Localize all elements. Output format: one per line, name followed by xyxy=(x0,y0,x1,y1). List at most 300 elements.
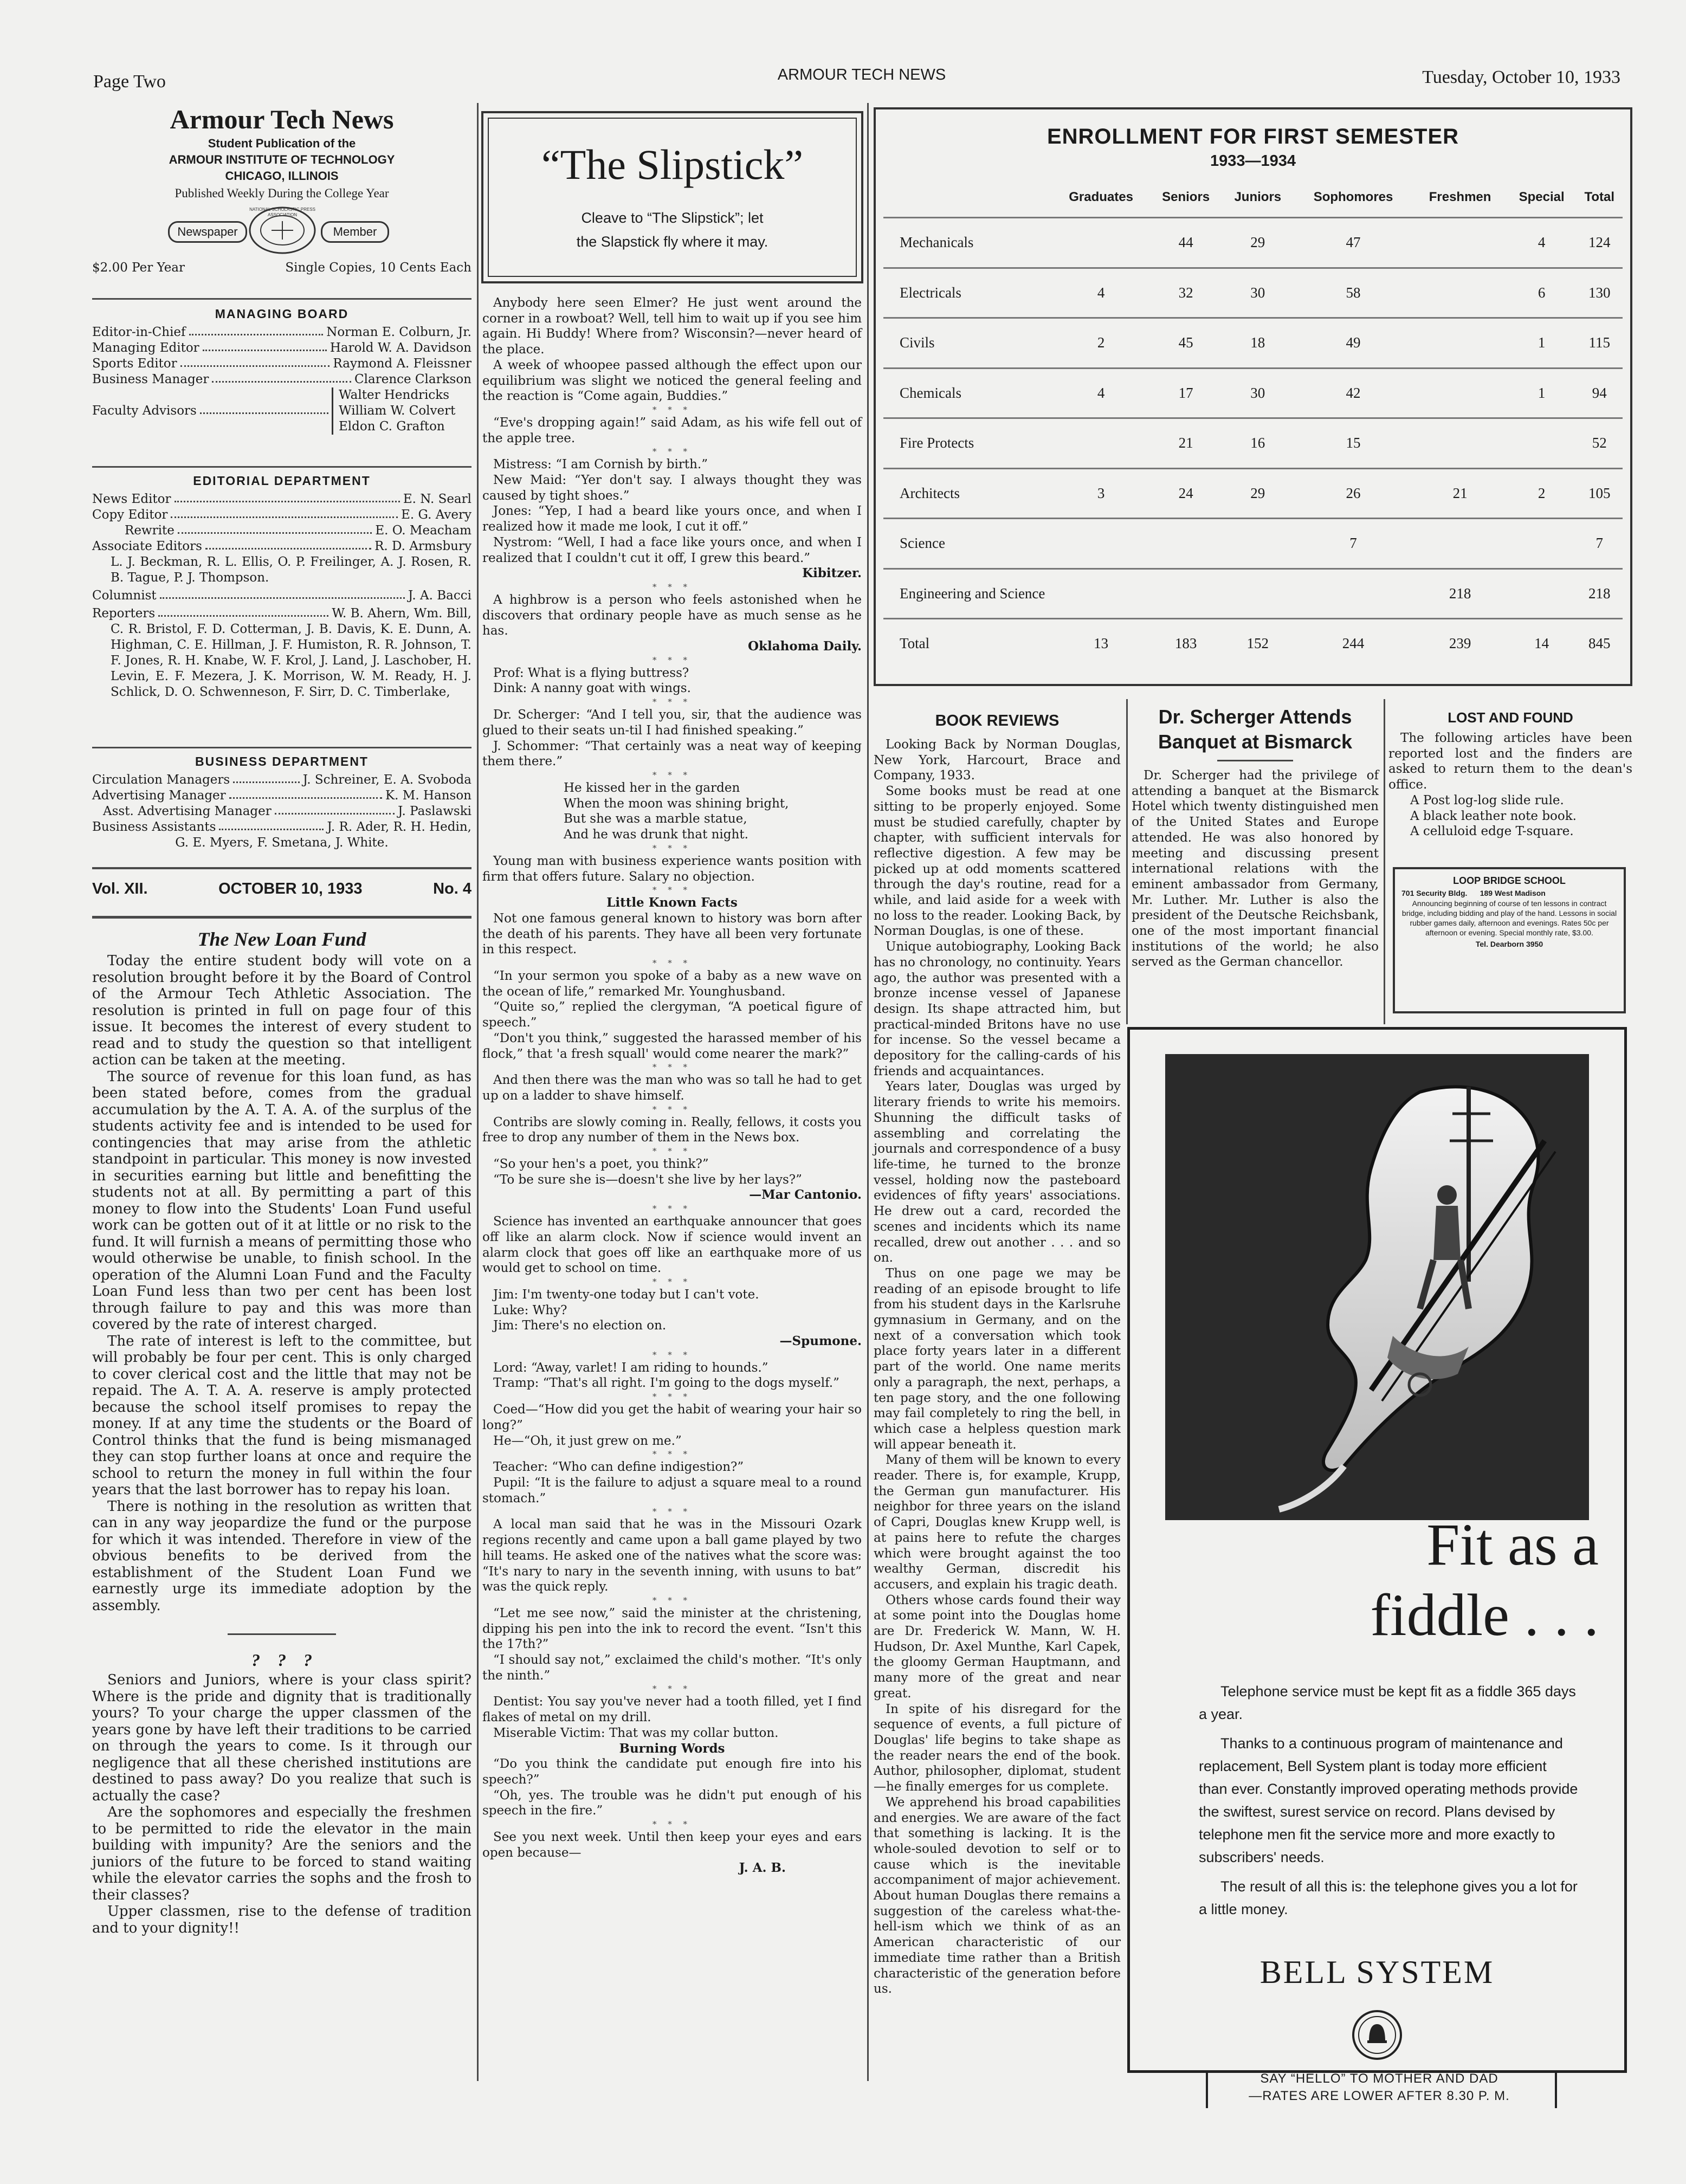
table-cell: 239 xyxy=(1413,619,1507,668)
masthead-rule-2 xyxy=(92,466,471,468)
column-rule-2 xyxy=(867,103,869,2081)
editorial-paragraph: Today the entire student body will vote on a resolution brought before it by the Board of Control of the Armour Tech Athletic Association. The resolution is printed in full on page four of this issue. It becomes the interest of every student to read and to study the question so that intelligent action can be taken at the meeting. xyxy=(92,953,471,1068)
role: Columnist xyxy=(92,589,157,603)
person: J. Paslawski xyxy=(398,804,471,818)
joke: Not one famous general known to history was born after the death of his parents. They have all been very fortunate in this respect. xyxy=(482,911,862,957)
joke: Mistress: “I am Cornish by birth.” xyxy=(493,457,708,472)
masthead-line4: Published Weekly During the College Year xyxy=(175,186,389,200)
joke: Contribs are slowly coming in. Really, fellows, it costs you free to drop any number of them in the News box. xyxy=(482,1115,862,1145)
table-cell xyxy=(1413,318,1507,369)
table-cell: 49 xyxy=(1294,318,1413,369)
person: William W. Colvert xyxy=(339,404,456,418)
separator: * * * xyxy=(652,1349,692,1360)
table-cell: 218 xyxy=(1413,568,1507,619)
question-title: ? ? ? xyxy=(251,1650,312,1670)
joke: “So your hen's a poet, you think?” xyxy=(493,1157,709,1172)
table-cell: 4 xyxy=(1052,268,1149,318)
signature: J. A. B. xyxy=(739,1860,786,1876)
table-header-row xyxy=(883,178,1623,218)
page-number: Page Two xyxy=(93,72,166,92)
managing-row xyxy=(92,325,471,340)
masthead-line3: CHICAGO, ILLINOIS xyxy=(225,169,339,183)
table-cell: 3 xyxy=(1052,468,1149,519)
table-cell xyxy=(1413,218,1507,268)
separator: * * * xyxy=(652,1595,692,1605)
table-cell: 13 xyxy=(1052,619,1149,668)
review-paragraph: We apprehend his broad capabilities and energies. We are aware of the fact that something is lacking. It is the whole-souled devotion to self or to cause which is the inevitable accompaniment of major achievement. About human Douglas there remains a suggestion of the careless what-the-hell-ism which we think of as an American characteristic of our immediate time rather than a British characteristic of the generation before us. xyxy=(874,1795,1121,1996)
joke: Pupil: “It is the failure to adjust a square meal to a round stomach.” xyxy=(482,1476,862,1505)
masthead-line2: ARMOUR INSTITUTE OF TECHNOLOGY xyxy=(169,153,395,166)
person: E. O. Meacham xyxy=(375,524,471,538)
review-paragraph: In spite of his disregard for the sequence of events, a full picture of Douglas' life begins to take shape as the reader nears the end of the book. Author, philosopher, diplomat, student—he finally emerges for us complete. xyxy=(874,1702,1121,1794)
separator: * * * xyxy=(652,843,692,853)
business-tail: G. E. Myers, F. Smetana, J. White. xyxy=(175,836,389,850)
poem-line: And he was drunk that night. xyxy=(564,828,748,842)
book-reviews-title: BOOK REVIEWS xyxy=(935,712,1060,729)
bell-tagline-1: SAY “HELLO” TO MOTHER AND DAD xyxy=(1260,2071,1498,2086)
table-cell: 26 xyxy=(1294,468,1413,519)
review-paragraph: Some books must be read at one sitting to be properly enjoyed. Some must be studied carefully, chapter by chapter, with sufficient intervals for reflective digestion. A few may be picked up at odd moments scattered through the day's routine, read for a while, and laid aside for a week with no loss to the reader. Looking Back, by Norman Douglas, is one of these. xyxy=(874,784,1121,939)
joke: A week of whoopee passed although the effect upon our equilibrium was slight we noticed the general feeling and the reaction is “Come again, Buddies.” xyxy=(482,358,862,404)
editorial-row xyxy=(92,507,471,523)
badge-newspaper: Newspaper xyxy=(168,221,247,243)
volume-date: OCTOBER 10, 1933 xyxy=(218,880,363,897)
column-rule-3 xyxy=(1126,699,1128,1024)
person: E. N. Searl xyxy=(403,492,471,506)
table-cell: 152 xyxy=(1222,619,1294,668)
loop-ad-body: Announcing beginning of course of ten lessons in contract bridge, including bidding and play of the hand. Lessons in social rubber games daily, afternoon and evenings. Rates 50c per afternoon or evening. Special monthly rate, $3.00. xyxy=(1401,899,1617,937)
joke: Anybody here seen Elmer? He just went around the corner in a rowboat? Well, tell him to wait up if you see him again. Hi Buddy! Where from? Wisconsin?—never heard of the place. xyxy=(482,296,862,357)
enrollment-title: ENROLLMENT FOR FIRST SEMESTER xyxy=(1047,125,1459,148)
lost-item: A black leather note book. xyxy=(1410,809,1577,823)
separator: * * * xyxy=(652,655,692,665)
poem-line: When the moon was shining bright, xyxy=(564,796,789,811)
table-cell: 14 xyxy=(1507,619,1577,668)
table-cell: 105 xyxy=(1577,468,1623,519)
bell-headline-1: Fit as a xyxy=(1426,1511,1599,1578)
editorial-row xyxy=(92,523,471,539)
table-cell: 6 xyxy=(1507,268,1577,318)
faculty-list xyxy=(332,387,471,435)
table-cell xyxy=(1507,568,1577,619)
column-header: Total xyxy=(1584,190,1615,204)
person: R. D. Armsbury xyxy=(374,539,471,553)
column-header: Juniors xyxy=(1234,190,1282,204)
editorial-paragraph: There is nothing in the resolution as written that can in any way jeopardize the fund or the purpose for which it was intended. Therefore in view of the obvious benefits to be derived from the establishment of the Student Loan Fund we earnestly urge its immediate adoption by the assembly. xyxy=(92,1498,471,1614)
role: News Editor xyxy=(92,492,171,506)
table-cell xyxy=(1413,519,1507,569)
person: Clarence Clarkson xyxy=(354,372,471,386)
row-label: Science xyxy=(883,519,1052,569)
lost-found-title: LOST AND FOUND xyxy=(1448,709,1573,726)
scherger-body: Dr. Scherger had the privilege of attending a banquet at the Bismarck Hotel which twenty distinguished men of the United States and Europe attended. He was also honored by meeting and discussing present international relations with the eminent ambassador from Germany, Mr. Luther. Mr. Luther is also the president of the Deutsche Reichsbank, one of the most important financial institutions of the world; he also served as the German chancellor. xyxy=(1132,768,1379,970)
review-paragraph: Thus on one page we may be reading of an episode brought to life from his student days in the Karlsruhe gymnasium in Germany, and on the next of a conversation which took place forty years later in a different part of the world. One name merits only a paragraph, the next, perhaps, a ten page story, and the one following may fail completely to ring the bell, in which case a helpless question mark will appear beneath it. xyxy=(874,1266,1121,1452)
business-row xyxy=(92,804,471,819)
volume-rule-top xyxy=(92,867,471,869)
separator: * * * xyxy=(652,1507,692,1517)
bell-ad-copy xyxy=(1199,1680,1578,1927)
masthead-title: Armour Tech News xyxy=(170,104,394,134)
table-row xyxy=(883,318,1623,369)
editorial-paragraph: Upper classmen, rise to the defense of tradition and to your dignity!! xyxy=(92,1903,471,1936)
table-cell: 94 xyxy=(1577,368,1623,418)
separator: * * * xyxy=(652,1104,692,1114)
joke: Dr. Scherger: “And I tell you, sir, that the audience was glued to their seats un-til I had finished speaking.” xyxy=(482,708,862,738)
joke: Coed—“How did you get the habit of wearing your hair so long?” xyxy=(482,1403,862,1432)
signature: —Mar Cantonio. xyxy=(749,1187,862,1203)
joke: Prof: What is a flying buttress? xyxy=(493,665,689,680)
joke: “To be sure she is—doesn't she live by her lays?” xyxy=(493,1172,802,1187)
person: K. M. Hanson xyxy=(385,789,471,803)
table-cell xyxy=(1294,568,1413,619)
table-cell: 21 xyxy=(1413,468,1507,519)
person: Harold W. A. Davidson xyxy=(330,341,471,355)
separator: * * * xyxy=(652,404,692,415)
table-cell xyxy=(1413,418,1507,469)
masthead-line1: Student Publication of the xyxy=(208,137,356,150)
joke: And then there was the man who was so tall he had to get up on a ladder to shave himself. xyxy=(482,1073,862,1103)
row-label: Mechanicals xyxy=(883,218,1052,268)
enrollment-table xyxy=(883,178,1623,668)
enrollment-box xyxy=(874,107,1632,686)
joke: Tramp: “That's all right. I'm going to the dogs myself.” xyxy=(493,1376,839,1391)
joke: Lord: “Away, varlet! I am riding to hounds.” xyxy=(493,1360,768,1375)
table-cell: 115 xyxy=(1577,318,1623,369)
column-header: Freshmen xyxy=(1429,190,1491,204)
person: J. A. Bacci xyxy=(408,589,471,603)
masthead xyxy=(92,103,471,276)
table-cell: 16 xyxy=(1222,418,1294,469)
table-cell: 47 xyxy=(1294,218,1413,268)
columnist-row xyxy=(92,588,471,604)
ad-paragraph: Telephone service must be kept fit as a fiddle 365 days a year. xyxy=(1199,1683,1576,1722)
column-header: Graduates xyxy=(1069,190,1133,204)
joke: Young man with business experience wants position with firm that offers future. Salary no objection. xyxy=(482,854,862,884)
person: W. B. Ahern, Wm. Bill, xyxy=(332,606,471,621)
separator: * * * xyxy=(652,885,692,895)
row-label: Electricals xyxy=(883,268,1052,318)
row-label: Engineering and Science xyxy=(883,568,1052,619)
table-cell xyxy=(1507,519,1577,569)
lost-item: A celluloid edge T-square. xyxy=(1410,824,1574,839)
managing-board xyxy=(92,307,471,435)
joke: Nystrom: “Well, I had a face like yours once, and when I realized that I couldn't cut it off, I grew this beard.” xyxy=(482,535,862,565)
role: Advertising Manager xyxy=(92,789,226,803)
volume-number: Vol. XII. xyxy=(92,880,148,897)
ad-paragraph: Thanks to a continuous program of maintenance and replacement, Bell System plant is today more efficient than ever. Constantly improved operating methods provide the swiftest, surest service on record. Plans devised by telephone men fit the service more and more exactly to subscribers' needs. xyxy=(1199,1735,1578,1865)
separator: * * * xyxy=(652,697,692,707)
lost-found-body: The following articles have been reported lost and the finders are asked to return them to the dean's office. xyxy=(1388,731,1632,792)
column-header: Seniors xyxy=(1162,190,1210,204)
table-cell: 4 xyxy=(1052,368,1149,418)
loop-bridge-ad xyxy=(1393,867,1626,1013)
role: Business Manager xyxy=(92,372,209,386)
review-paragraph: Unique autobiography, Looking Back has no chronology, no continuity. Years ago, the author was presented with a bronze incense vessel of Japanese design. Its shape attracted him, but practical-minded Britons have no use for incense. So the vessel became a depository for the calling-cards of his friends and acquaintances. xyxy=(874,940,1121,1078)
table-row xyxy=(883,568,1623,619)
price-year: $2.00 Per Year xyxy=(92,261,185,275)
row-label: Civils xyxy=(883,318,1052,369)
table-cell: 15 xyxy=(1294,418,1413,469)
joke: “I should say not,” exclaimed the child's mother. “It's only the ninth.” xyxy=(482,1653,862,1683)
volume-line xyxy=(92,880,471,898)
business-row xyxy=(92,772,471,788)
slipstick-box xyxy=(481,111,863,283)
ad-paragraph: The result of all this is: the telephone gives you a lot for a little money. xyxy=(1199,1878,1578,1917)
slipstick-motto-1: Cleave to “The Slipstick”; let xyxy=(581,210,764,226)
table-cell: 124 xyxy=(1577,218,1623,268)
editorial-department xyxy=(92,474,471,700)
role: Reporters xyxy=(92,606,156,621)
joke: “Let me see now,” said the minister at the christening, dipping his pen into the ink to record the event. “Isn't this the 17th?” xyxy=(482,1606,862,1652)
role: Copy Editor xyxy=(92,508,168,522)
joke: Miserable Victim: That was my collar button. xyxy=(493,1726,779,1740)
joke: Dink: A nanny goat with wings. xyxy=(493,681,691,696)
joke: “Eve's dropping again!” said Adam, as his wife fell out of the apple tree. xyxy=(482,415,862,445)
editorial-paragraph: Seniors and Juniors, where is your class spirit? Where is the pride and dignity that is traditionally yours? To your charge the upper classmen of the years gone by have left their traditions to be carried on through the years to come. Is it through our negligence that all these cherished institutions are destined to pass away? Do you realize that such is actually the case? xyxy=(92,1672,471,1804)
joke-title: Little Known Facts xyxy=(606,895,738,910)
editorial-head: EDITORIAL DEPARTMENT xyxy=(193,474,371,488)
table-cell xyxy=(1052,218,1149,268)
lost-item: A Post log-log slide rule. xyxy=(1410,793,1564,807)
role: Associate Editors xyxy=(92,539,202,553)
editorial-divider xyxy=(228,1633,336,1635)
table-cell: 2 xyxy=(1507,468,1577,519)
faculty-label xyxy=(92,403,332,419)
table-cell xyxy=(1052,568,1149,619)
role: Rewrite xyxy=(125,524,175,538)
price-line xyxy=(92,260,471,276)
table-cell: 183 xyxy=(1149,619,1222,668)
table-cell xyxy=(1052,418,1149,469)
review-paragraph: Many of them will be known to every reader. There is, for example, Krupp, the German gun manufacturer. His neighbor for three years on the island of Capri, Douglas knew Krupp well, is at pains here to refute the charges which were brought against the too wealthy German, discredit his accusers, and explain his tragic death. xyxy=(874,1453,1121,1592)
bell-logo-icon xyxy=(1350,2008,1404,2062)
masthead-rule-1 xyxy=(92,298,471,300)
joke: Science has invented an earthquake announcer that goes off like an alarm clock. Now if science would invent an alarm clock that goes off like an earthquake more of us would get to school on time. xyxy=(482,1214,862,1276)
joke: “Don't you think,” suggested the harassed member of his flock,” that 'a fresh squall' would come nearer the mark?” xyxy=(482,1031,862,1061)
role: Managing Editor xyxy=(92,341,199,355)
table-cell: 845 xyxy=(1577,619,1623,668)
signature: —Spumone. xyxy=(779,1334,862,1349)
masthead-rule-3 xyxy=(92,747,471,748)
editorial-paragraph: The rate of interest is left to the committee, but will probably be four per cent. This is only charged to cover clerical cost and the little that may not be repaid. The A. T. A. A. reserve is amply protected because the school itself promises to repay the money. If at any time the students or the Board of Control thinks that the fund is being mismanaged they can stop further loans at once and require the school to return the money in full within the four years that the last borrower has to repay his loan. xyxy=(92,1333,471,1498)
poem-line: He kissed her in the garden xyxy=(564,780,740,795)
separator: * * * xyxy=(652,1276,692,1287)
person: J. R. Ader, R. H. Hedin, xyxy=(327,820,471,834)
joke: “Oh, yes. The trouble was he didn't put enough of his speech in the fire.” xyxy=(482,1788,862,1818)
role: Business Assistants xyxy=(92,820,216,834)
table-row xyxy=(883,468,1623,519)
editorial-article xyxy=(92,926,471,1936)
joke: He—“Oh, it just grew on me.” xyxy=(493,1433,682,1448)
joke: “Quite so,” replied the clergyman, “A poetical figure of speech.” xyxy=(482,1000,862,1030)
table-cell: 30 xyxy=(1222,368,1294,418)
table-cell xyxy=(1052,519,1149,569)
column-rule-1 xyxy=(477,103,479,2081)
lost-found xyxy=(1388,705,1632,839)
book-reviews xyxy=(874,705,1121,1997)
issue-number: No. 4 xyxy=(433,880,471,897)
person: Walter Hendricks xyxy=(339,388,450,402)
associate-list: L. J. Beckman, R. L. Ellis, O. P. Freilinger, A. J. Rosen, R. B. Tague, P. J. Thompson. xyxy=(111,555,471,585)
separator: * * * xyxy=(652,581,692,592)
badge-seal-text: NATIONAL SCHOLASTIC PRESS ASSOCIATION xyxy=(249,207,315,217)
table-cell: 1 xyxy=(1507,318,1577,369)
bell-tagline-2: —RATES ARE LOWER AFTER 8.30 P. M. xyxy=(1249,2089,1510,2103)
poem-line: But she was a marble statue, xyxy=(564,812,747,826)
business-row xyxy=(92,819,471,835)
table-cell: 1 xyxy=(1507,368,1577,418)
table-cell: 244 xyxy=(1294,619,1413,668)
issue-date: Tuesday, October 10, 1933 xyxy=(1422,67,1620,87)
role: Asst. Advertising Manager xyxy=(103,804,272,818)
separator: * * * xyxy=(652,1449,692,1459)
joke: New Maid: “Yer don't say. I always thought they was caused by tight shoes.” xyxy=(482,473,862,503)
separator: * * * xyxy=(652,1204,692,1214)
table-row xyxy=(883,268,1623,318)
faculty-row xyxy=(92,387,471,435)
managing-head: MANAGING BOARD xyxy=(215,307,349,321)
table-row xyxy=(883,619,1623,668)
row-label: Architects xyxy=(883,468,1052,519)
joke: Jim: I'm twenty-one today but I can't vote. xyxy=(493,1287,759,1302)
joke: Jim: There's no election on. xyxy=(493,1319,667,1333)
price-copy: Single Copies, 10 Cents Each xyxy=(285,261,471,275)
table-cell: 29 xyxy=(1222,218,1294,268)
managing-row xyxy=(92,340,471,356)
joke: See you next week. Until then keep your eyes and ears open because— xyxy=(482,1830,862,1860)
joke-title: Burning Words xyxy=(619,1741,725,1756)
table-row xyxy=(883,418,1623,469)
person: E. G. Avery xyxy=(401,508,471,522)
badge-member: Member xyxy=(321,221,389,243)
loop-ad-phone: Tel. Dearborn 3950 xyxy=(1475,940,1543,948)
review-paragraph: Looking Back by Norman Douglas, New York, Harcourt, Brace and Company, 1933. xyxy=(874,738,1121,783)
joke: J. Schommer: “That certainly was a neat way of keeping them there.” xyxy=(482,739,862,769)
business-department xyxy=(92,754,471,851)
loop-ad-address: 701 Security Bldg. 189 West Madison xyxy=(1401,889,1546,897)
reporters-row xyxy=(92,606,471,622)
business-row xyxy=(92,788,471,804)
scherger-title-2: Banquet at Bismarck xyxy=(1158,731,1353,753)
table-cell xyxy=(1413,268,1507,318)
enrollment-subtitle: 1933—1934 xyxy=(1210,152,1296,170)
table-cell: 7 xyxy=(1577,519,1623,569)
table-cell: 32 xyxy=(1149,268,1222,318)
separator: * * * xyxy=(652,1684,692,1694)
joke: A local man said that he was in the Missouri Ozark regions recently and came upon a ball game played by two hill teams. He asked one of the natives what the score was: “It's nary to nary in the seventh inning, with usuns to bat” was the quick reply. xyxy=(482,1517,862,1594)
column-rule-4 xyxy=(1384,699,1385,1024)
table-cell: 21 xyxy=(1149,418,1222,469)
separator: * * * xyxy=(652,1819,692,1830)
table-cell: 24 xyxy=(1149,468,1222,519)
role: Editor-in-Chief xyxy=(92,325,186,339)
editorial-paragraph: The source of revenue for this loan fund, as has been stated before, comes from the gradual accumulation by the A. T. A. A. of the surplus of the students activity fee and is intended to be used for contingencies that may arise from the athletic standpoint in particular. This money is now invested in securities earning but little and benefitting the students not at all. By permitting a part of this money to flow into the Students' Loan Fund useful work can be gotten out of it at little or no risk to the fund. It will furnish a means of permitting those who would otherwise be unable, to finish school. In the operation of the Alumni Loan Fund and the Faculty Loan Fund less than two per cent has been lost through failure to pay and this was more than covered by the rate of interest charged. xyxy=(92,1068,471,1333)
separator: * * * xyxy=(652,958,692,968)
scherger-divider xyxy=(1217,760,1293,761)
separator: * * * xyxy=(652,447,692,457)
joke: Teacher: “Who can define indigestion?” xyxy=(493,1460,744,1475)
editorial-paragraph: Are the sophomores and especially the freshmen to be permitted to ride the elevator in the main building with impunity? Are the seniors and the juniors of the future to be forced to stand waiting while the elevator carries the sophs and the frosh to their classes? xyxy=(92,1804,471,1903)
row-label: Total xyxy=(883,619,1052,668)
column-header: Special xyxy=(1519,190,1565,204)
editorial-row xyxy=(92,539,471,554)
table-cell: 17 xyxy=(1149,368,1222,418)
table-cell: 2 xyxy=(1052,318,1149,369)
separator: * * * xyxy=(652,1392,692,1402)
joke: A highbrow is a person who feels astonished when he discovers that ordinary people have as much sense as he has. xyxy=(482,592,862,638)
editorial-title: The New Loan Fund xyxy=(197,928,366,950)
person: Eldon C. Grafton xyxy=(339,419,445,434)
separator: * * * xyxy=(652,770,692,780)
scherger-title-1: Dr. Scherger Attends xyxy=(1158,706,1352,728)
role: Faculty Advisors xyxy=(92,404,197,418)
person: Raymond A. Fleissner xyxy=(333,357,471,371)
row-label: Fire Protects xyxy=(883,418,1052,469)
role: Circulation Managers xyxy=(92,773,230,787)
table-cell xyxy=(1222,519,1294,569)
table-cell: 58 xyxy=(1294,268,1413,318)
press-badge xyxy=(92,206,471,255)
slipstick-column xyxy=(482,295,862,1876)
bell-headline-2: fiddle . . . xyxy=(1370,1582,1599,1648)
review-paragraph: Years later, Douglas was urged by literary friends to write his memoirs. Shunning the difficult tasks of assembling and correlating the journals and correspondence of a busy life-time, he turned to the bronze vessel, holding now the pasteboard evidences of fifty years' associations. He drew out a card, recorded the scenes and incidents which its name recalled, drew out another . . . and so on. xyxy=(874,1080,1121,1265)
table-cell: 218 xyxy=(1577,568,1623,619)
business-head: BUSINESS DEPARTMENT xyxy=(195,754,369,768)
table-cell: 29 xyxy=(1222,468,1294,519)
table-cell xyxy=(1149,519,1222,569)
joke: Dentist: You say you've never had a tooth filled, yet I find flakes of metal on my drill. xyxy=(482,1695,862,1725)
table-cell xyxy=(1413,368,1507,418)
table-cell xyxy=(1222,568,1294,619)
table-cell xyxy=(1149,568,1222,619)
person: J. Schreiner, E. A. Svoboda xyxy=(302,773,471,787)
running-title: ARMOUR TECH NEWS xyxy=(777,66,946,83)
slipstick-title: “The Slipstick” xyxy=(541,141,804,188)
table-row xyxy=(883,218,1623,268)
joke: Jones: “Yep, I had a beard like yours once, and when I realized how it made me look, I cut it off.” xyxy=(482,504,862,534)
table-cell xyxy=(1507,418,1577,469)
separator: * * * xyxy=(652,1062,692,1072)
table-row xyxy=(883,519,1623,569)
editorial-row xyxy=(92,492,471,507)
column-header: Sophomores xyxy=(1313,190,1393,204)
joke: “In your sermon you spoke of a baby as a new wave on the ocean of life,” remarked Mr. Younghusband. xyxy=(482,969,862,999)
signature: Oklahoma Daily. xyxy=(748,639,862,654)
table-cell: 30 xyxy=(1222,268,1294,318)
row-label: Chemicals xyxy=(883,368,1052,418)
reporter-list: C. R. Bristol, F. D. Cotterman, J. B. Davis, K. E. Dunn, A. Highman, C. E. Hillman, J. F. Humiston, R. R. Johnson, T. F. Jones, R. H. Knabe, W. F. Krol, J. Land, J. Laschober, H. Levin, E. F. Mezera, J. K. Morrison, W. M. Ready, H. J. Schlick, D. O. Schwenneson, F. Sirr, D. C. Timberlake, xyxy=(111,622,471,699)
loop-ad-title: LOOP BRIDGE SCHOOL xyxy=(1453,875,1566,886)
table-cell: 42 xyxy=(1294,368,1413,418)
table-row xyxy=(883,368,1623,418)
table-cell: 4 xyxy=(1507,218,1577,268)
table-cell: 52 xyxy=(1577,418,1623,469)
joke: “Do you think the candidate put enough fire into his speech?” xyxy=(482,1757,862,1787)
slipstick-motto-2: the Slapstick fly where it may. xyxy=(576,234,768,250)
review-paragraph: Others whose cards found their way at some point into the Douglas home are Dr. Frederick W. Mann, W. H. Hudson, Dr. Axel Munthe, Karl Capek, the gloomy German Hauptmann, and many more of the great and near great. xyxy=(874,1593,1121,1701)
person: Norman E. Colburn, Jr. xyxy=(326,325,471,339)
fiddle-illustration xyxy=(1165,1054,1589,1520)
table-cell: 44 xyxy=(1149,218,1222,268)
volume-rule-bottom xyxy=(92,916,471,919)
table-cell: 45 xyxy=(1149,318,1222,369)
table-cell: 7 xyxy=(1294,519,1413,569)
table-cell: 18 xyxy=(1222,318,1294,369)
table-cell: 130 xyxy=(1577,268,1623,318)
bell-ad-photo xyxy=(1165,1054,1589,1520)
bell-system-brand: BELL SYSTEM xyxy=(1259,1954,1495,1990)
managing-row xyxy=(92,372,471,387)
